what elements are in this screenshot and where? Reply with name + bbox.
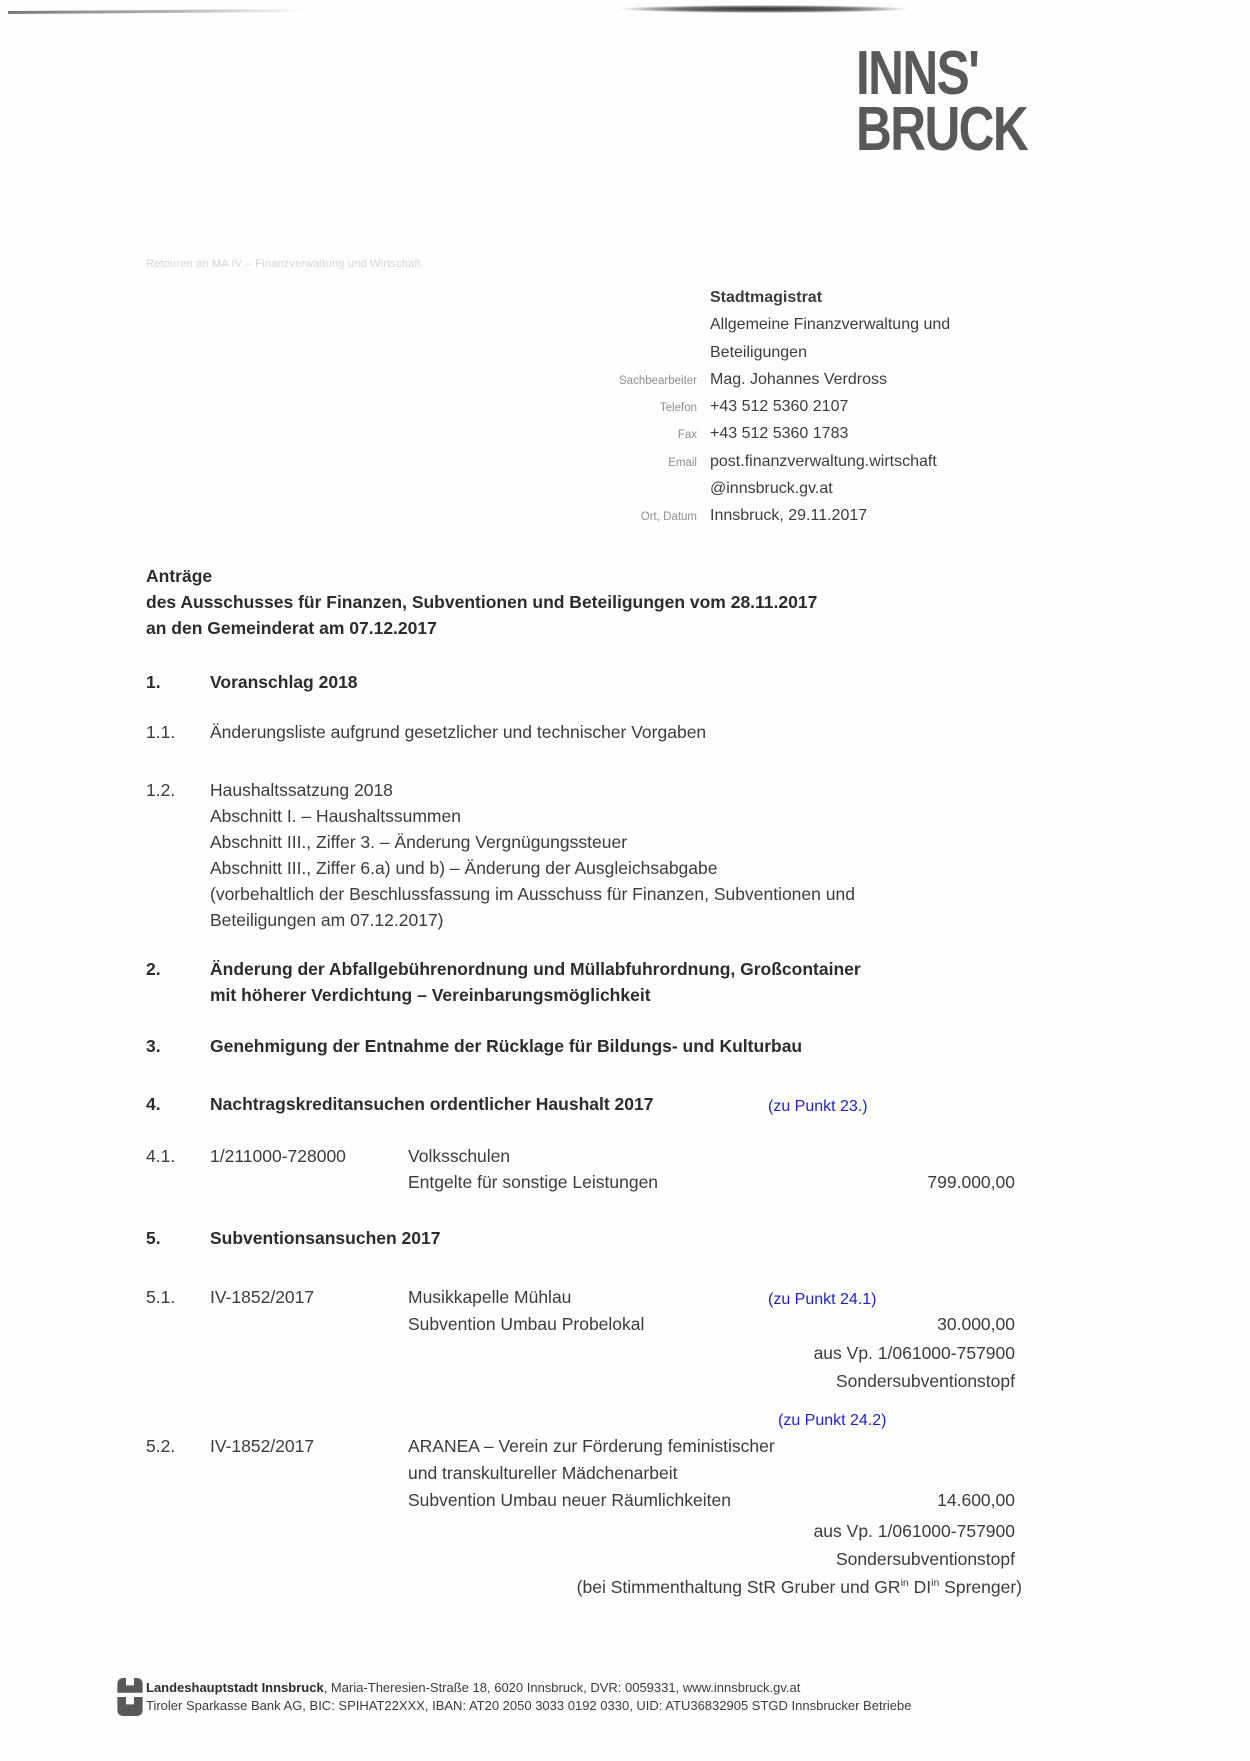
- item-4-title: Nachtragskreditansuchen ordentlicher Haushalt 2017: [210, 1094, 654, 1114]
- scan-artifact-line: [8, 9, 304, 14]
- contact-place-date: Innsbruck, 29.11.2017: [710, 507, 868, 525]
- innsbruck-logo: [856, 39, 1028, 164]
- return-address-note: Retouren an MA IV – Finanzverwaltung und Wirtschaft: [146, 258, 421, 270]
- item-4-1-purpose: Entgelte für sonstige Leistungen: [408, 1172, 659, 1192]
- contact-label-sachbearbeiter: Sachbearbeiter: [619, 374, 697, 387]
- item-1-2-line6: Beteiligungen am 07.12.2017): [210, 910, 444, 930]
- item-5-2-purpose: Subvention Umbau neuer Räumlichkeiten: [408, 1490, 731, 1510]
- contact-phone: +43 512 5360 2107: [710, 398, 849, 416]
- item-4-1-name: Volksschulen: [408, 1146, 511, 1166]
- item-1-2-line5: (vorbehaltlich der Beschlussfassung im Ausschuss für Finanzen, Subventionen und: [210, 884, 855, 904]
- item-1-number: 1.: [146, 672, 161, 692]
- item-5-2-abstention-note: [577, 1577, 1022, 1598]
- item-1-2-number: 1.2.: [146, 780, 176, 800]
- contact-row: [562, 316, 1042, 343]
- contact-email: post.finanzverwaltung.wirtschaft: [710, 452, 937, 470]
- contact-fax: +43 512 5360 1783: [710, 425, 849, 443]
- item-5-1-name: Musikkapelle Mühlau: [408, 1287, 572, 1307]
- item-3-number: 3.: [146, 1036, 161, 1056]
- item-1-1-number: 1.1.: [146, 722, 176, 742]
- logo-line-1: INNS': [856, 39, 979, 108]
- page-title-line3: an den Gemeinderat am 07.12.2017: [146, 618, 437, 638]
- item-5-1-amount: 30.000,00: [937, 1314, 1015, 1334]
- contact-label-telefon: Telefon: [659, 402, 697, 415]
- item-5-1-source: aus Vp. 1/061000-757900: [813, 1343, 1015, 1363]
- item-5-1-file-code: IV-1852/2017: [210, 1287, 315, 1307]
- item-4-1-number: 4.1.: [146, 1146, 176, 1166]
- item-5-number: 5.: [146, 1228, 161, 1248]
- contact-label-fax: Fax: [677, 429, 697, 442]
- contact-email-domain: @innsbruck.gv.at: [710, 480, 833, 498]
- item-2-number: 2.: [146, 959, 161, 979]
- footer-address-rest: , Maria-Theresien-Straße 18, 6020 Innsbruck, DVR: 0059331, www.innsbruck.gv.at: [323, 1680, 801, 1695]
- contact-row: [562, 453, 1042, 480]
- footer-city-name: Landeshauptstadt Innsbruck: [146, 1680, 324, 1695]
- item-5-2-name-line2: und transkultureller Mädchenarbeit: [408, 1463, 678, 1483]
- footer-bank-line: Tiroler Sparkasse Bank AG, BIC: SPIHAT22XXX, IBAN: AT20 2050 3033 0192 0330, UID: ATU36832905 STGD Innsbrucker Betriebe: [146, 1698, 912, 1713]
- abstention-text: Sprenger): [939, 1577, 1022, 1597]
- abstention-superscript: in: [931, 1577, 940, 1590]
- item-5-1-annotation: (zu Punkt 24.1): [768, 1291, 877, 1308]
- item-1-2-line4: Abschnitt III., Ziffer 6.a) und b) – Änderung der Ausgleichsabgabe: [210, 858, 718, 878]
- contact-row: [562, 344, 1042, 371]
- item-5-1-source-pot: Sondersubventionstopf: [835, 1371, 1015, 1391]
- item-4-number: 4.: [146, 1094, 161, 1114]
- contact-person: Mag. Johannes Verdross: [710, 370, 887, 388]
- contact-row: [562, 425, 1042, 452]
- item-3-title: Genehmigung der Entnahme der Rücklage für Bildungs- und Kulturbau: [210, 1036, 803, 1056]
- item-2-line1: Änderung der Abfallgebührenordnung und Müllabfuhrordnung, Großcontainer: [210, 959, 861, 979]
- abstention-superscript: in: [900, 1577, 909, 1590]
- item-5-2-number: 5.2.: [146, 1436, 176, 1456]
- contact-label-ort-datum: Ort, Datum: [640, 511, 697, 524]
- item-1-2-line2: Abschnitt I. – Haushaltssummen: [210, 806, 461, 826]
- item-1-title: Voranschlag 2018: [210, 672, 358, 692]
- contact-row: [562, 371, 1042, 398]
- item-4-1-amount: 799.000,00: [927, 1172, 1015, 1192]
- item-5-2-annotation: (zu Punkt 24.2): [778, 1412, 887, 1429]
- contact-row: [562, 507, 1042, 534]
- contact-org-name: Stadtmagistrat: [710, 289, 823, 306]
- item-5-2-amount: 14.600,00: [937, 1490, 1015, 1510]
- item-5-title: Subventionsansuchen 2017: [210, 1228, 441, 1248]
- item-5-1-purpose: Subvention Umbau Probelokal: [408, 1314, 645, 1334]
- item-4-1-account-code: 1/211000-728000: [210, 1146, 346, 1166]
- contact-department-2: Beteiligungen: [710, 343, 807, 361]
- item-5-2-file-code: IV-1852/2017: [210, 1436, 315, 1456]
- footer-address-line: [146, 1680, 800, 1695]
- page-title-line2: des Ausschusses für Finanzen, Subventionen und Beteiligungen vom 28.11.2017: [146, 592, 818, 612]
- item-5-2-source-pot: Sondersubventionstopf: [835, 1549, 1015, 1569]
- item-1-2-line3: Abschnitt III., Ziffer 3. – Änderung Vergnügungssteuer: [210, 832, 628, 852]
- page-title: Anträge: [146, 566, 213, 586]
- innsbruck-bridge-icon: [117, 1677, 143, 1717]
- item-5-1-number: 5.1.: [146, 1287, 176, 1307]
- item-4-annotation: (zu Punkt 23.): [768, 1098, 868, 1115]
- contact-row: [562, 289, 1042, 316]
- item-1-2-line1: Haushaltssatzung 2018: [210, 780, 393, 800]
- item-1-1-text: Änderungsliste aufgrund gesetzlicher und technischer Vorgaben: [210, 722, 707, 742]
- abstention-text: (bei Stimmenthaltung StR Gruber und GR: [576, 1577, 901, 1597]
- contact-block: [562, 289, 1042, 535]
- abstention-text: DI: [908, 1577, 932, 1597]
- item-5-2-name-line1: ARANEA – Verein zur Förderung feministischer: [408, 1436, 775, 1456]
- contact-department: Allgemeine Finanzverwaltung und: [710, 316, 951, 334]
- scan-artifact-smudge: [618, 5, 910, 13]
- item-5-2-source: aus Vp. 1/061000-757900: [813, 1521, 1015, 1541]
- item-2-line2: mit höherer Verdichtung – Vereinbarungsmöglichkeit: [210, 985, 651, 1005]
- contact-row: [562, 480, 1042, 507]
- contact-label-email: Email: [668, 456, 697, 469]
- contact-row: [562, 398, 1042, 425]
- logo-line-2: BRUCK: [856, 95, 1028, 164]
